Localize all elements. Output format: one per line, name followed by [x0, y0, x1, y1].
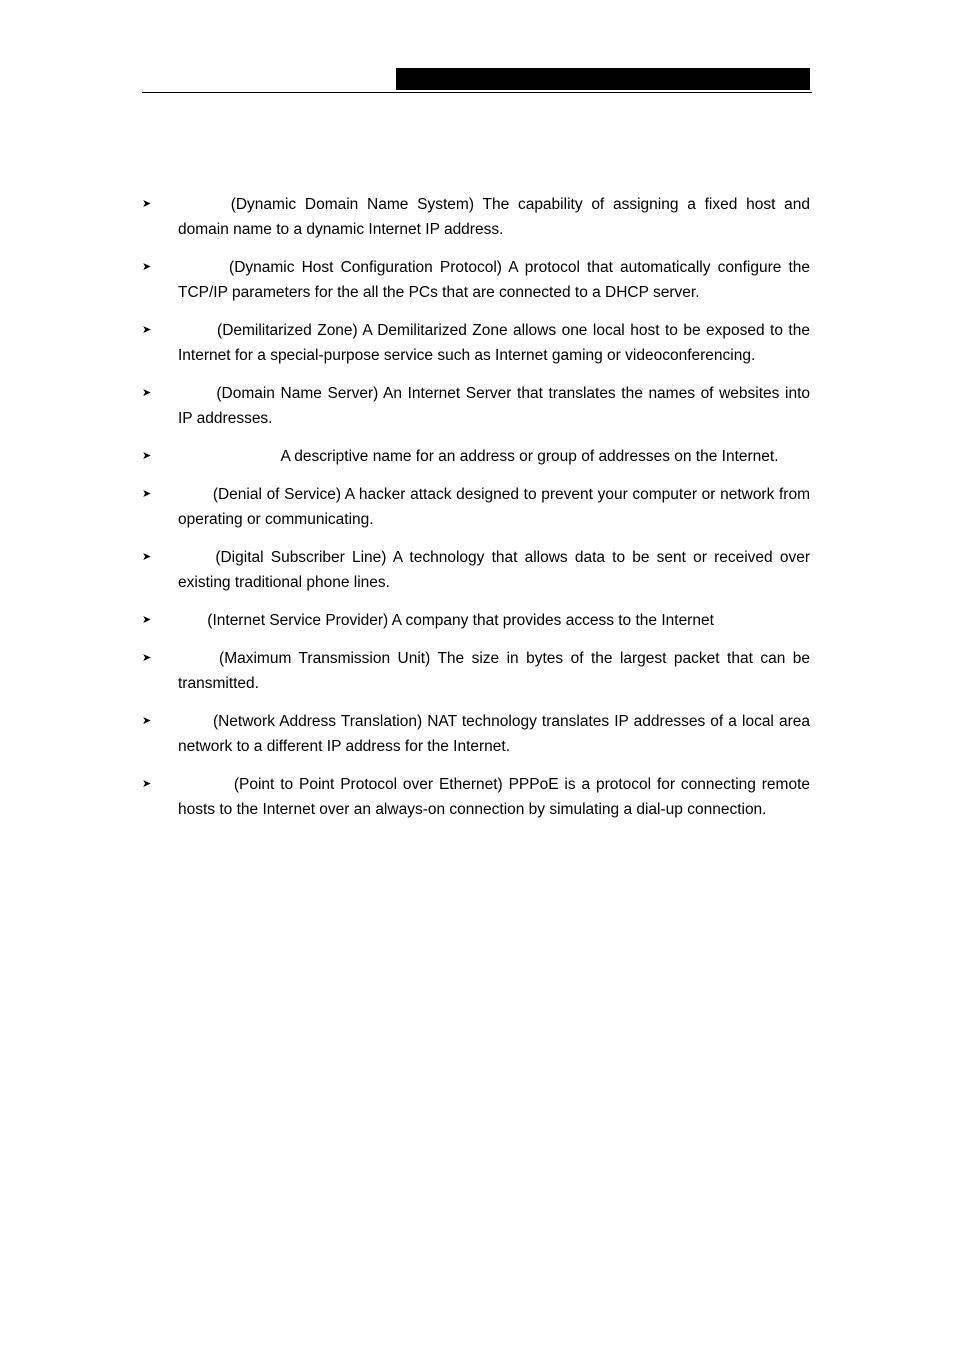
glossary-list: [142, 192, 810, 835]
glossary-term: DHCP: [178, 259, 222, 276]
arrowhead-bullet-icon: ➤: [142, 198, 152, 210]
glossary-expansion: (Domain Name Server): [216, 385, 379, 402]
glossary-term: DoS: [178, 486, 209, 503]
glossary-term: DMZ: [178, 322, 212, 339]
glossary-item: [142, 608, 810, 633]
glossary-expansion: (Maximum Transmission Unit): [219, 650, 431, 667]
glossary-definition: A protocol that automatically configure the TCP/IP parameters for the all the PCs that are connected to a DHCP server.: [178, 259, 811, 301]
glossary-definition: A descriptive name for an address or group of addresses on the Internet.: [280, 448, 779, 465]
header-rule: [142, 92, 812, 93]
glossary-expansion: (Digital Subscriber Line): [215, 549, 387, 566]
glossary-expansion: (Internet Service Provider): [207, 612, 389, 629]
header-bar: [396, 68, 810, 90]
glossary-term: MTU: [178, 650, 212, 667]
glossary-expansion: (Point to Point Protocol over Ethernet): [233, 776, 503, 793]
glossary-item: [142, 709, 810, 759]
arrowhead-bullet-icon: ➤: [142, 551, 152, 563]
glossary-definition: An Internet Server that translates the names of websites into IP addresses.: [178, 385, 810, 427]
glossary-item: [142, 381, 810, 431]
arrowhead-bullet-icon: ➤: [142, 488, 152, 500]
glossary-item: [142, 646, 810, 696]
glossary-expansion: (Demilitarized Zone): [217, 322, 358, 339]
glossary-term: PPPoE: [178, 776, 228, 793]
glossary-definition: The size in bytes of the largest packet that can be transmitted.: [178, 650, 811, 692]
glossary-item: [142, 482, 810, 532]
arrowhead-bullet-icon: ➤: [142, 715, 152, 727]
arrowhead-bullet-icon: ➤: [142, 652, 152, 664]
arrowhead-bullet-icon: ➤: [142, 261, 152, 273]
glossary-expansion: (Dynamic Host Configuration Protocol): [229, 259, 502, 276]
arrowhead-bullet-icon: ➤: [142, 387, 152, 399]
glossary-item: [142, 255, 810, 305]
glossary-term: DNS: [178, 385, 211, 402]
arrowhead-bullet-icon: ➤: [142, 614, 152, 626]
glossary-expansion: (Dynamic Domain Name System): [230, 196, 474, 213]
glossary-term: NAT: [178, 713, 208, 730]
glossary-item: [142, 318, 810, 368]
glossary-term: DSL: [178, 549, 209, 566]
arrowhead-bullet-icon: ➤: [142, 778, 152, 790]
glossary-definition: PPPoE is a protocol for connecting remote hosts to the Internet over an always-on connection by simulating a dial-up connection.: [178, 776, 810, 818]
glossary-item: [142, 444, 810, 469]
glossary-item: [142, 545, 810, 595]
arrowhead-bullet-icon: ➤: [142, 324, 152, 336]
arrowhead-bullet-icon: ➤: [142, 450, 152, 462]
glossary-definition: A Demilitarized Zone allows one local host to be exposed to the Internet for a special-purpose service such as Internet gaming or videoconferencing.: [178, 322, 810, 364]
glossary-definition: A company that provides access to the Internet: [391, 612, 714, 629]
glossary-expansion: (Network Address Translation): [212, 713, 423, 730]
glossary-definition: The capability of assigning a fixed host and domain name to a dynamic Internet IP address.: [178, 196, 811, 238]
glossary-item: [142, 772, 810, 822]
glossary-term: Domain Name: [178, 448, 278, 465]
glossary-term: DDNS: [178, 196, 222, 213]
glossary-definition: A technology that allows data to be sent or received over existing traditional phone lines.: [178, 549, 810, 591]
glossary-definition: A hacker attack designed to prevent your computer or network from operating or communicating.: [178, 486, 810, 528]
glossary-definition: NAT technology translates IP addresses of a local area network to a different IP address for the Internet.: [178, 713, 810, 755]
glossary-item: [142, 192, 810, 242]
glossary-term: ISP: [178, 612, 203, 629]
glossary-expansion: (Denial of Service): [212, 486, 341, 503]
